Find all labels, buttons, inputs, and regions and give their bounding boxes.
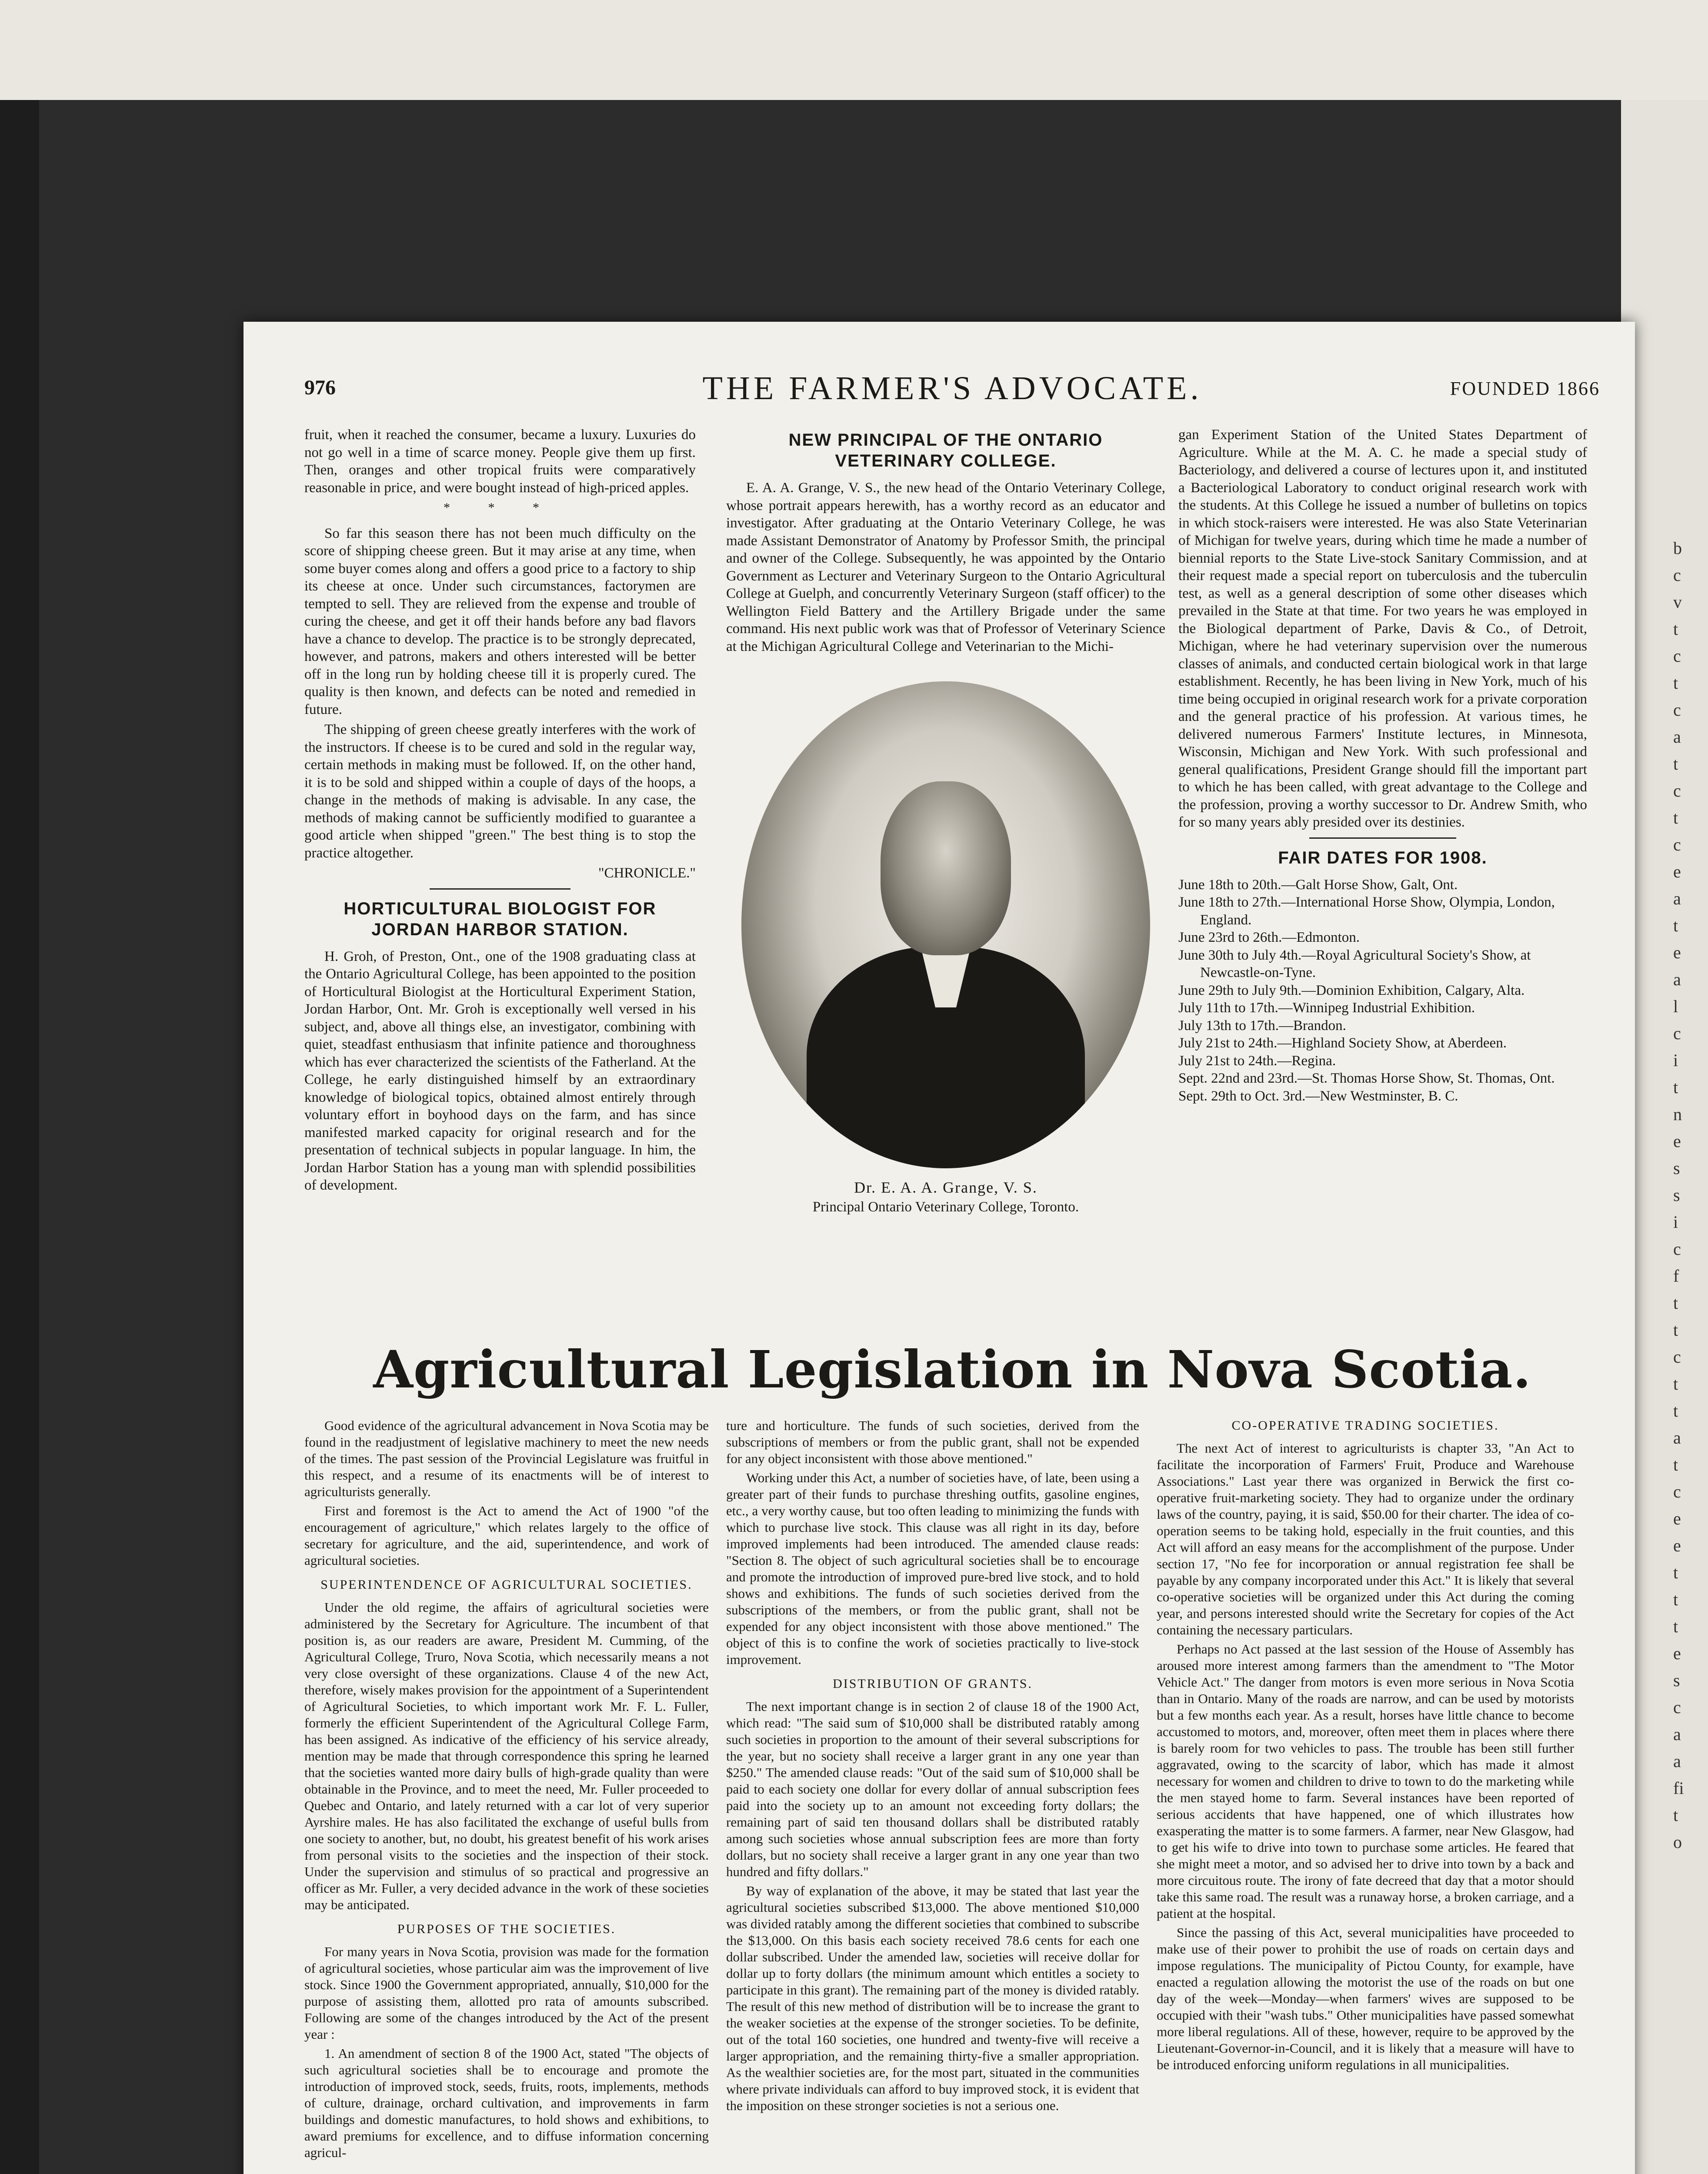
edge-letter: e	[1673, 1644, 1681, 1663]
edge-letter: f	[1673, 1266, 1679, 1286]
newspaper-page	[244, 322, 1635, 2174]
edge-letter: b	[1673, 538, 1682, 558]
edge-letter: e	[1673, 1131, 1681, 1151]
edge-letter: t	[1673, 916, 1678, 935]
fair-date-item: July 21st to 24th.—Highland Society Show, at Aberdeen.	[1178, 1035, 1507, 1051]
edge-letter: v	[1673, 592, 1682, 612]
paragraph: Since the passing of this Act, several municipalities have proceeded to make use of their power to prohibit the use of roads on certain days and impose regulations. The municipality of Pictou County, for example, have enacted a regulation allowing the motorist the use of the roads on but one day of the week—Monday—when farmers' wives are supposed to be occupied with their "wash tubs." Other municipalities have passed somewhat more liberal regulations. All of these, however, require to be approved by the Lieutenant-Governor-in-Council, and it is likely that a measure will have to be introduced enforcing uniform regulations in all municipalities.	[1157, 1925, 1574, 2072]
founded-label: FOUNDED 1866	[1450, 378, 1600, 399]
paragraph: gan Experiment Station of the United States Department of Agriculture. While at the M. A. C. he made a special study of Bacteriology, and delivered a course of lectures upon it, and instituted a Bacteriological Laboratory to conduct original research work with the students. At this College he issued a number of bulletins on topics in which stock-raisers were interested. He was also State Veterinarian of Michigan for twelve years, during which time he made a number of biennial reports to the State Live-stock Sanitary Commission, and at their request made a special report on tuberculosis and the tuberculin test, as well as a general description of some other diseases which prevailed in the State at that time. For two years he was employed in the Biological department of Parke, Davis & Co., of Detroit, Michigan, where he had veterinary supervision over the numerous classes of animals, and conducted certain biological work in that large establishment. Recently, he has been living in New York, much of his time being occupied in original research work for a private corporation and the general practice of his profession. At various times, he delivered numerous Farmers' Institute lectures, in Minnesota, Wisconsin, Michigan and New York. With such professional and general qualifications, President Grange should fill the important part to which he has been called, with great advantage to the College and the profession, proving a worthy successor to Dr. Andrew Smith, who for so many years ably presided over its destinies.	[1178, 427, 1587, 830]
edge-letter: c	[1673, 700, 1681, 720]
paragraph: For many years in Nova Scotia, provision was made for the formation of agricultural societies, whose particular aim was the improvement of live stock. Since 1900 the Government appropriated, annually, $10,000 for the purpose of assisting them, allotted pro rata of amounts subscribed. Following are some of the changes introduced by the Act of the present year :	[304, 1944, 709, 2042]
paragraph: 1. An amendment of section 8 of the 1900 Act, stated "The objects of such agricultural societies shall be to encourage and promote the introduction of improved stock, seeds, fruits, roots, implements, methods of culture, drainage, orchard cultivation, and improvements in farm buildings and domestic manufactures, to hold shows and exhibitions, to award premiums for excellence, and to diffuse information concerning agricul-	[304, 2046, 709, 2160]
fair-date-item: July 11th to 17th.—Winnipeg Industrial Exhibition.	[1178, 1000, 1475, 1016]
page-header	[304, 370, 1600, 417]
paragraph: E. A. A. Grange, V. S., the new head of the Ontario Veterinary College, whose portrait appears herewith, has a worthy record as an educator and investigator. After graduating at the Ontario Veterinary College, he was made Assistant Demonstrator of Anatomy by Professor Smith, the principal and owner of the College. Subsequently, he was appointed by the Ontario Government as Lecturer and Veterinary Surgeon to the Ontario Agricultural College at Guelph, and concurrently Veterinary Surgeon (staff officer) to the Wellington Field Battery and the Artillery Brigade under the same command. His next public work was that of Professor of Veterinary Science at the Michigan Agricultural College and Veterinarian to the Michi-	[726, 480, 1165, 654]
fair-date-item: Sept. 22nd and 23rd.—St. Thomas Horse Show, St. Thomas, Ont.	[1178, 1070, 1555, 1086]
scan-left-margin	[0, 100, 39, 2174]
edge-letter: i	[1673, 1050, 1678, 1070]
banner-headline: Agricultural Legislation in Nova Scotia.	[373, 1339, 1531, 1400]
edge-letter: a	[1673, 889, 1681, 908]
fair-dates-list	[1178, 876, 1587, 1105]
edge-letter: t	[1673, 754, 1678, 774]
fair-date-item: June 29th to July 9th.—Dominion Exhibition, Calgary, Alta.	[1178, 982, 1525, 998]
article-signature: "CHRONICLE."	[598, 865, 696, 881]
edge-letter: a	[1673, 1724, 1681, 1744]
section-subheading: PURPOSES OF THE SOCIETIES.	[397, 1922, 616, 1936]
portrait-caption: Dr. E. A. A. Grange, V. S.	[854, 1179, 1037, 1196]
edge-letter: o	[1673, 1832, 1682, 1852]
edge-letter: s	[1673, 1158, 1680, 1178]
edge-letter: l	[1673, 997, 1678, 1016]
edge-letter: t	[1673, 1077, 1678, 1097]
fair-date-item: Sept. 29th to Oct. 3rd.—New Westminster, B. C.	[1178, 1088, 1458, 1104]
paragraph: Under the old regime, the affairs of agricultural societies were administered by the Secretary for Agriculture. The incumbent of that position is, as our readers are aware, President M. Cumming, of the Agricultural College, Truro, Nova Scotia, which necessarily means a not very close oversight of these organizations. Clause 4 of the new Act, therefore, wisely makes provision for the appointment of a Superintendent of Agricultural Societies, to which important work Mr. F. L. Fuller, formerly the efficient Superintendent of the Agricultural College Farm, has been assigned. As indicative of the efficiency of his service already, mention may be made that through correspondence this spring he learned that the societies wanted more dairy bulls of high-grade quality than were obtainable in the Province, and to meet the need, Mr. Fuller proceeded to Quebec and Ontario, and lately returned with a car lot of very superior Ayrshire males. He has also facilitated the exchange of useful bulls from one society to another, but, no doubt, his greatest benefit of his work arises from personal visits to the societies and the inspection of their stock. Under the supervision and stimulus of so practical and progressive an officer as Mr. Fuller, a very decided advance in the work of these societies may be anticipated.	[304, 1600, 709, 1912]
divider	[430, 888, 570, 890]
adjacent-page-edge-text	[1673, 535, 1699, 2174]
edge-letter: t	[1673, 673, 1678, 693]
section-subheading: CO-OPERATIVE TRADING SOCIETIES.	[1231, 1418, 1499, 1433]
portrait-figure-head	[881, 781, 1011, 955]
edge-letter: c	[1673, 565, 1681, 585]
fair-date-item: June 23rd to 26th.—Edmonton.	[1178, 930, 1360, 945]
article-heading: NEW PRINCIPAL OF THE ONTARIO VETERINARY COLLEGE.	[788, 430, 1103, 470]
edge-letter: s	[1673, 1671, 1680, 1690]
edge-letter: e	[1673, 1536, 1681, 1555]
edge-letter: t	[1673, 1374, 1678, 1394]
edge-letter: a	[1673, 970, 1681, 989]
section-separator: * * *	[444, 500, 557, 515]
bottom-left-column	[304, 1417, 709, 2164]
fair-date-item: June 30th to July 4th.—Royal Agricultural Society's Show, at Newcastle-on-Tyne.	[1178, 947, 1531, 980]
edge-letter: c	[1673, 835, 1681, 854]
bottom-right-column	[1157, 1417, 1574, 2076]
paragraph: The shipping of green cheese greatly interferes with the work of the instructors. If cheese is to be cured and sold in the regular way, certain methods in making must be followed. If, on the other hand, it is to be sold and shipped within a couple of days of the hoops, a change in the methods of making is advisable. In any case, the methods of making cannot be sufficiently modified to guarantee a good article when shipped "green." The best thing is to stop the practice altogether.	[304, 722, 696, 861]
edge-letter: c	[1673, 646, 1681, 666]
paragraph: The next important change is in section 2 of clause 18 of the 1900 Act, which read: "The said sum of $10,000 shall be distributed ratably among such societies in proportion to the amount of their several subscriptions for the year, but no society shall receive a larger grant in any one year than $250." The amended clause reads: "Out of the said sum of $10,000 shall be paid to each society one dollar for every dollar of annual subscription fees paid into the society up to an amount not exceeding forty dollars; the remaining part of said ten thousand dollars shall be distributed ratably among such societies whose annual subscription fees are more than forty dollars, but no society shall receive a larger grant in any one year than two hundred and fifty dollars."	[726, 1699, 1139, 1879]
edge-letter: t	[1673, 1320, 1678, 1340]
paragraph: ture and horticulture. The funds of such societies, derived from the subscriptions of members or from the public grant, shall not be expended for any object inconsistent with those above mentioned."	[726, 1418, 1139, 1466]
edge-letter: t	[1673, 1617, 1678, 1636]
portrait-subcaption: Principal Ontario Veterinary College, Toronto.	[812, 1199, 1079, 1215]
edge-letter: t	[1673, 808, 1678, 827]
fair-date-item: June 18th to 27th.—International Horse Show, Olympia, London, England.	[1178, 894, 1555, 928]
fair-date-item: June 18th to 20th.—Galt Horse Show, Galt, Ont.	[1178, 877, 1458, 893]
edge-letter: c	[1673, 781, 1681, 800]
edge-letter: t	[1673, 1590, 1678, 1609]
paragraph: fruit, when it reached the consumer, became a luxury. Luxuries do not go well in a time of scarce money. People give them up first. Then, oranges and other tropical fruits were comparatively reasonable in price, and were bought instead of high-priced apples.	[304, 427, 696, 496]
paragraph: H. Groh, of Preston, Ont., one of the 1908 graduating class at the Ontario Agricultural College, has been appointed to the position of Horticultural Biologist at the Horticultural Experiment Station, Jordan Harbor, Ont. Mr. Groh is exceptionally well versed in his subject, and, above all things else, an investigator, combining with quiet, steadfast enthusiasm that infinite patience and thoroughness which has ever characterized the scientists of the Fatherland. At the College, he early distinguished himself by an extraordinary knowledge of biological topics, obtained almost entirely through voluntary effort in boyhood days on the farm, and has since manifested marked capacity for original research and for the presentation of technical subjects in popular language. In him, the Jordan Harbor Station has a young man with splendid possibilities of development.	[304, 948, 696, 1193]
page-number: 976	[304, 376, 336, 399]
edge-letter: c	[1673, 1482, 1681, 1501]
edge-letter: c	[1673, 1024, 1681, 1043]
edge-letter: e	[1673, 862, 1681, 881]
section-subheading: DISTRIBUTION OF GRANTS.	[833, 1677, 1033, 1691]
paragraph: So far this season there has not been much difficulty on the score of shipping cheese green. But it may arise at any time, when some buyer comes along and offers a good price to a factory to ship its cheese at once. Under such circumstances, factorymen are tempted to sell. They are relieved from the expense and trouble of curing the cheese, and get it off their hands before any bad flavors have a chance to develop. The practice is to be strongly deprecated, however, and patrons, makers and others interested will be better off in the long run by holding cheese till it is properly cured. The quality is then known, and defects can be noted and remedied in future.	[304, 525, 696, 717]
paragraph: Good evidence of the agricultural advancement in Nova Scotia may be found in the readjustment of legislative machinery to meet the new needs of the times. The past session of the Provincial Legislature was fruitful in this respect, and a resume of its enactments will be of interest to agriculturists generally.	[304, 1418, 709, 1499]
edge-letter: fi	[1673, 1778, 1684, 1798]
paragraph: Perhaps no Act passed at the last session of the House of Assembly has aroused more interest among farmers than the amendment to "The Motor Vehicle Act." The danger from motors is even more serious in Nova Scotia than in Ontario. Many of the roads are narrow, and can be used by motorists but a few months each year. As a result, horses have little chance to become accustomed to motors, and, moreover, often meet them in places where there is barely room for two vehicles to pass. The trouble has been still further aggravated, owing to the scarcity of labor, which has made it almost necessary for women and children to drive to town to do the marketing while the men stayed home to farm. Several instances have been reported of serious accidents that have happened, one of which illustrates how exasperating the matter is to some farmers. A farmer, near New Glasgow, had to get his wife to drive into town to purchase some articles. He feared that she might meet a motor, and so advised her to drive into town by a back and more circuitous route. The irony of fate decreed that day that a motor should take this same road. The result was a runaway horse, a broken carriage, and a patient at the hospital.	[1157, 1641, 1575, 1921]
edge-letter: t	[1673, 619, 1678, 639]
edge-letter: c	[1673, 1239, 1681, 1259]
fair-date-item: July 13th to 17th.—Brandon.	[1178, 1017, 1346, 1034]
article-heading: HORTICULTURAL BIOLOGIST FOR JORDAN HARBOR STATION.	[344, 899, 657, 939]
paragraph: By way of explanation of the above, it may be stated that last year the agricultural societies subscribed $13,000. The above mentioned $10,000 was divided ratably among the different societies that combined to subscribe the $13,000. On this basis each society received 78.6 cents for each one dollar subscribed. Under the amended law, societies will receive dollar for dollar up to forty dollars (the minimum amount which entitles a society to participate in this grant). The remaining part of the money is divided ratably. The result of this new method of distribution will be to increase the grant to the weaker societies at the expense of the stronger societies. To be definite, out of the total 160 societies, one hundred and twenty-five will receive a larger appropriation, and the remaining thirty-five a smaller appropriation. As the wealthier societies are, for the most part, situated in the communities where private individuals can afford to buy improved stock, it is evident that the imposition on these stronger societies is not a serious one.	[726, 1883, 1139, 2113]
portrait-photo	[741, 681, 1150, 1168]
edge-letter: t	[1673, 1455, 1678, 1474]
edge-letter: t	[1673, 1401, 1678, 1420]
edge-letter: a	[1673, 727, 1681, 747]
edge-letter: a	[1673, 1428, 1681, 1447]
paragraph: First and foremost is the Act to amend the Act of 1900 "of the encouragement of agriculture," which relates largely to the office of secretary for agriculture, and the aid, superintendence, and work of agricultural societies.	[304, 1503, 709, 1568]
middle-upper-column	[726, 426, 1165, 1216]
paragraph: Working under this Act, a number of societies have, of late, been using a greater part of their funds to purchase threshing outfits, gasoline engines, etc., a very worthy cause, but too often leading to minimizing the funds with which to purchase live stock. This clause was all right in its day, before improved implements had been introduced. The amended clause reads: "Section 8. The object of such agricultural societies shall be to encourage and promote the introduction of improved pure-bred live stock, and to hold shows and exhibitions. The funds of such societies derived from the subscriptions of the members, or from the public grant, shall not be expended for any object inconsistent with those above mentioned." The object of this is to confine the work of societies practically to live-stock improvement.	[726, 1470, 1139, 1667]
edge-letter: e	[1673, 943, 1681, 962]
edge-letter: n	[1673, 1104, 1682, 1124]
paragraph: The next Act of interest to agriculturists is chapter 33, "An Act to facilitate the incorporation of Farmers' Fruit, Produce and Warehouse Associations." Last year there was organized in Berwick the first co-operative fruit-marketing society. They had to organize under the ordinary laws of the country, paying, it is said, $50.00 for their charter. The idea of co-operation seems to be taking hold, especially in the fruit counties, and this Act will afford an easy means for the accomplishment of the purpose. Under section 17, "No fee for incorporation or annual registration fee shall be payable by any company incorporated under this Act." It is likely that several co-operative societies will be organized under this Act during the coming year, and persons interested should write the Secretary for copies of the Act containing the necessary particulars.	[1157, 1440, 1574, 1637]
edge-letter: e	[1673, 1509, 1681, 1528]
edge-letter: c	[1673, 1697, 1681, 1717]
article-heading: FAIR DATES FOR 1908.	[1278, 848, 1488, 867]
bottom-middle-column	[726, 1417, 1139, 2117]
left-upper-column	[304, 426, 696, 1197]
fair-date-item: July 21st to 24th.—Regina.	[1178, 1053, 1336, 1069]
right-upper-column	[1178, 426, 1587, 1105]
edge-letter: i	[1673, 1212, 1678, 1232]
masthead-title: THE FARMER'S ADVOCATE.	[702, 370, 1202, 407]
section-subheading: SUPERINTENDENCE OF AGRICULTURAL SOCIETIES.	[320, 1577, 693, 1592]
scan-top-margin	[0, 0, 1708, 100]
edge-letter: a	[1673, 1751, 1681, 1771]
edge-letter: t	[1673, 1563, 1678, 1582]
edge-letter: c	[1673, 1347, 1681, 1367]
edge-letter: s	[1673, 1185, 1680, 1205]
edge-letter: t	[1673, 1293, 1678, 1313]
edge-letter: t	[1673, 1805, 1678, 1825]
divider	[1309, 837, 1456, 839]
